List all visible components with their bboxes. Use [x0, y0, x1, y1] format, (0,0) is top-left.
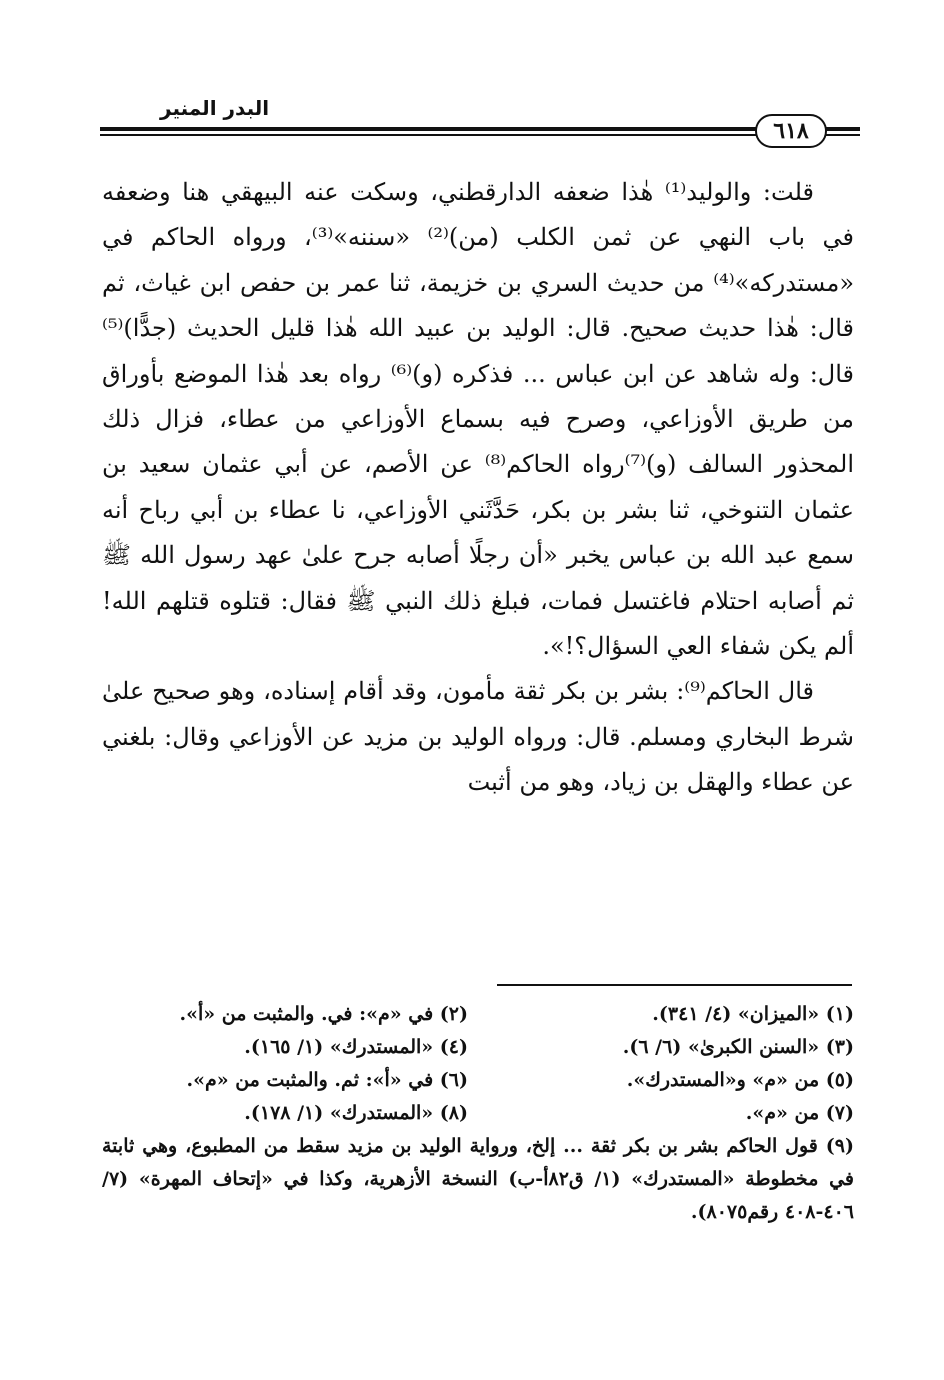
footnote-3: (٣) «السنن الكبرىٰ» (٦/ ٦). — [622, 1036, 854, 1058]
footnote-5: (٥) من «م» و«المستدرك». — [626, 1069, 854, 1091]
footnotes — [102, 998, 854, 1229]
footnote-7: (٧) من «م». — [745, 1102, 854, 1124]
paragraph-2: قال الحاكم⁽⁹⁾: بشر بن بكر ثقة مأمون، وقد أقام إسناده، وهو صحيح علىٰ شرط البخاري ومسلم. قال: ورواه الوليد بن مزيد عن الأوزاعي وقال: بلغني عن عطاء والهقل بن زياد، وهو من أثبت — [102, 677, 854, 797]
footnote-grid — [102, 998, 854, 1130]
running-title: البدر المنير — [160, 96, 270, 120]
header-rule-thin — [100, 134, 760, 136]
footnote-1: (١) «الميزان» (٤/ ٣٤١). — [652, 1003, 854, 1025]
footnote-4: (٤) «المستدرك» (١/ ١٦٥). — [244, 1036, 468, 1058]
footnote-6: (٦) في «أ»: ثم. والمثبت من «م». — [186, 1069, 468, 1091]
page-number-badge — [755, 114, 827, 148]
paragraph-1: قلت: والوليد⁽¹⁾ هٰذا ضعفه الدارقطني، وسكت عنه البيهقي هنا وضعفه في باب النهي عن ثمن الكلب (من)⁽²⁾ «سننه»⁽³⁾، ورواه الحاكم في «مستدركه»⁽⁴⁾ من حديث السري بن خزيمة، ثنا عمر بن حفص ابن غياث، ثم قال: هٰذا حديث صحيح. قال: الوليد بن عبيد الله هٰذا قليل الحديث (جدًّا)⁽⁵⁾ قال: وله شاهد عن ابن عباس ... فذكره (و)⁽⁶⁾ رواه بعد هٰذا الموضع بأوراق من طريق الأوزاعي، وصرح فيه بسماع الأوزاعي من عطاء، فزال ذلك المحذور السالف (و)⁽⁷⁾رواه الحاكم⁽⁸⁾ عن الأصم، عن أبي عثمان سعيد بن عثمان التنوخي، ثنا بشر بن بكر، حَدَّثَني الأوزاعي، نا عطاء بن أبي رباح أنه سمع عبد الله بن عباس يخبر «أن رجلًا أصابه جرح علىٰ عهد رسول الله ﷺ ثم أصابه احتلام فاغتسل فمات، فبلغ ذلك النبي ﷺ فقال: قتلوه قتلهم الله! ألم يكن شفاء العي السؤال؟!». — [102, 178, 855, 661]
page-number: ٦١٨ — [773, 118, 809, 144]
main-text — [102, 170, 854, 806]
header-rule-right-thin — [825, 134, 860, 136]
footnote-9: (٩) قول الحاكم بشر بن بكر ثقة ... إلخ، ورواية الوليد بن مزيد سقط من المطبوع، وهي ثابتة في مخطوطة «المستدرك» (١/ ق٨٢أ-ب) النسخة الأزهرية، وكذا في «إتحاف المهرة» (٧/ ٤٠٦-٤٠٨ رقم٨٠٧٥). — [102, 1135, 854, 1223]
page-header — [100, 96, 860, 156]
footnote-2: (٢) في «م»: في. والمثبت من «أ». — [179, 1003, 468, 1025]
header-rule-thick — [100, 127, 760, 131]
footnote-separator — [497, 984, 852, 986]
header-rule-right-thick — [825, 127, 860, 131]
footnote-8: (٨) «المستدرك» (١/ ١٧٨). — [244, 1102, 468, 1124]
